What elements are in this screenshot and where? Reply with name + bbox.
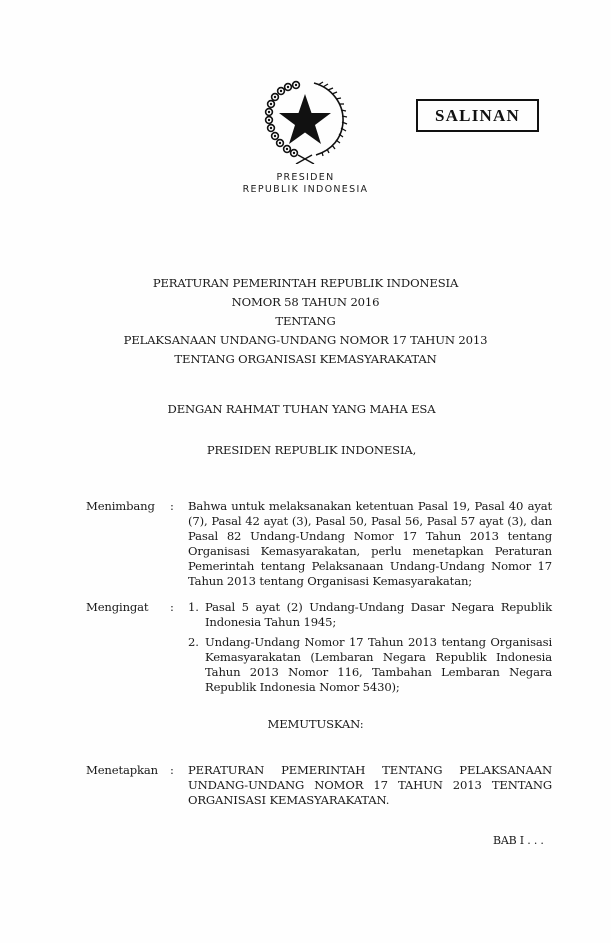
menetapkan-colon: : [170, 763, 174, 777]
menimbang-text: Bahwa untuk melaksanakan ketentuan Pasal 19, Pasal 40 ayat (7), Pasal 42 ayat (3), Pasal 50, Pasal 56, Pasal 57 ayat (3), dan Pasal 82 Undang-Undang Nomor 17 Tahun 2013 tentang Organisasi Kemasyarakatan, perlu menetapkan Peraturan Pemerintah tentang Pelaksanaan Undang-Undang Nomor 17 Tahun 2013 tentang Organisasi Kemasyarakatan; [188, 499, 552, 588]
decision-heading: MEMUTUSKAN: [267, 717, 364, 731]
title-regulation-type: PERATURAN PEMERINTAH REPUBLIK INDONESIA [152, 276, 459, 290]
institution-line-2: REPUBLIK INDONESIA [242, 184, 369, 195]
page-continuation-marker: BAB I . . . [493, 834, 544, 847]
mengingat-label: Mengingat [86, 600, 149, 614]
mengingat-colon: : [170, 600, 174, 614]
presidential-emblem-icon [256, 76, 354, 164]
institution-line-1: PRESIDEN [276, 172, 335, 183]
mengingat-item-text: Undang-Undang Nomor 17 Tahun 2013 tentang Organisasi Kemasyarakatan (Lembaran Negara Republik Indonesia Tahun 2013 Nomor 116, Tambahan Lembaran Negara Republik Indonesia Nomor 5430); [205, 635, 552, 694]
menetapkan-text: PERATURAN PEMERINTAH TENTANG PELAKSANAAN UNDANG-UNDANG NOMOR 17 TAHUN 2013 TENTANG ORGANISASI KEMASYARAKATAN. [188, 763, 552, 807]
copy-stamp-box [416, 99, 539, 132]
mengingat-section [86, 600, 552, 700]
title-subject-line-2: TENTANG ORGANISASI KEMASYARAKATAN [174, 352, 437, 366]
menimbang-label: Menimbang [86, 499, 155, 513]
issuer: PRESIDEN REPUBLIK INDONESIA, [206, 443, 417, 457]
mengingat-list [188, 600, 552, 695]
title-number-year: NOMOR 58 TAHUN 2016 [231, 295, 380, 309]
copy-stamp-label: SALINAN [435, 105, 520, 125]
menimbang-colon: : [170, 499, 174, 513]
mengingat-item-number: 2. [188, 635, 199, 649]
mengingat-item [188, 635, 552, 695]
mengingat-item-number: 1. [188, 600, 199, 614]
menetapkan-label: Menetapkan [86, 763, 158, 777]
mengingat-item-text: Pasal 5 ayat (2) Undang-Undang Dasar Negara Republik Indonesia Tahun 1945; [205, 600, 552, 629]
mengingat-item [188, 600, 552, 630]
title-subject-line-1: PELAKSANAAN UNDANG-UNDANG NOMOR 17 TAHUN 2013 [123, 333, 488, 347]
menimbang-section [86, 499, 552, 589]
invocation: DENGAN RAHMAT TUHAN YANG MAHA ESA [167, 402, 436, 416]
title-tentang: TENTANG [275, 314, 336, 328]
menetapkan-section [86, 763, 552, 808]
